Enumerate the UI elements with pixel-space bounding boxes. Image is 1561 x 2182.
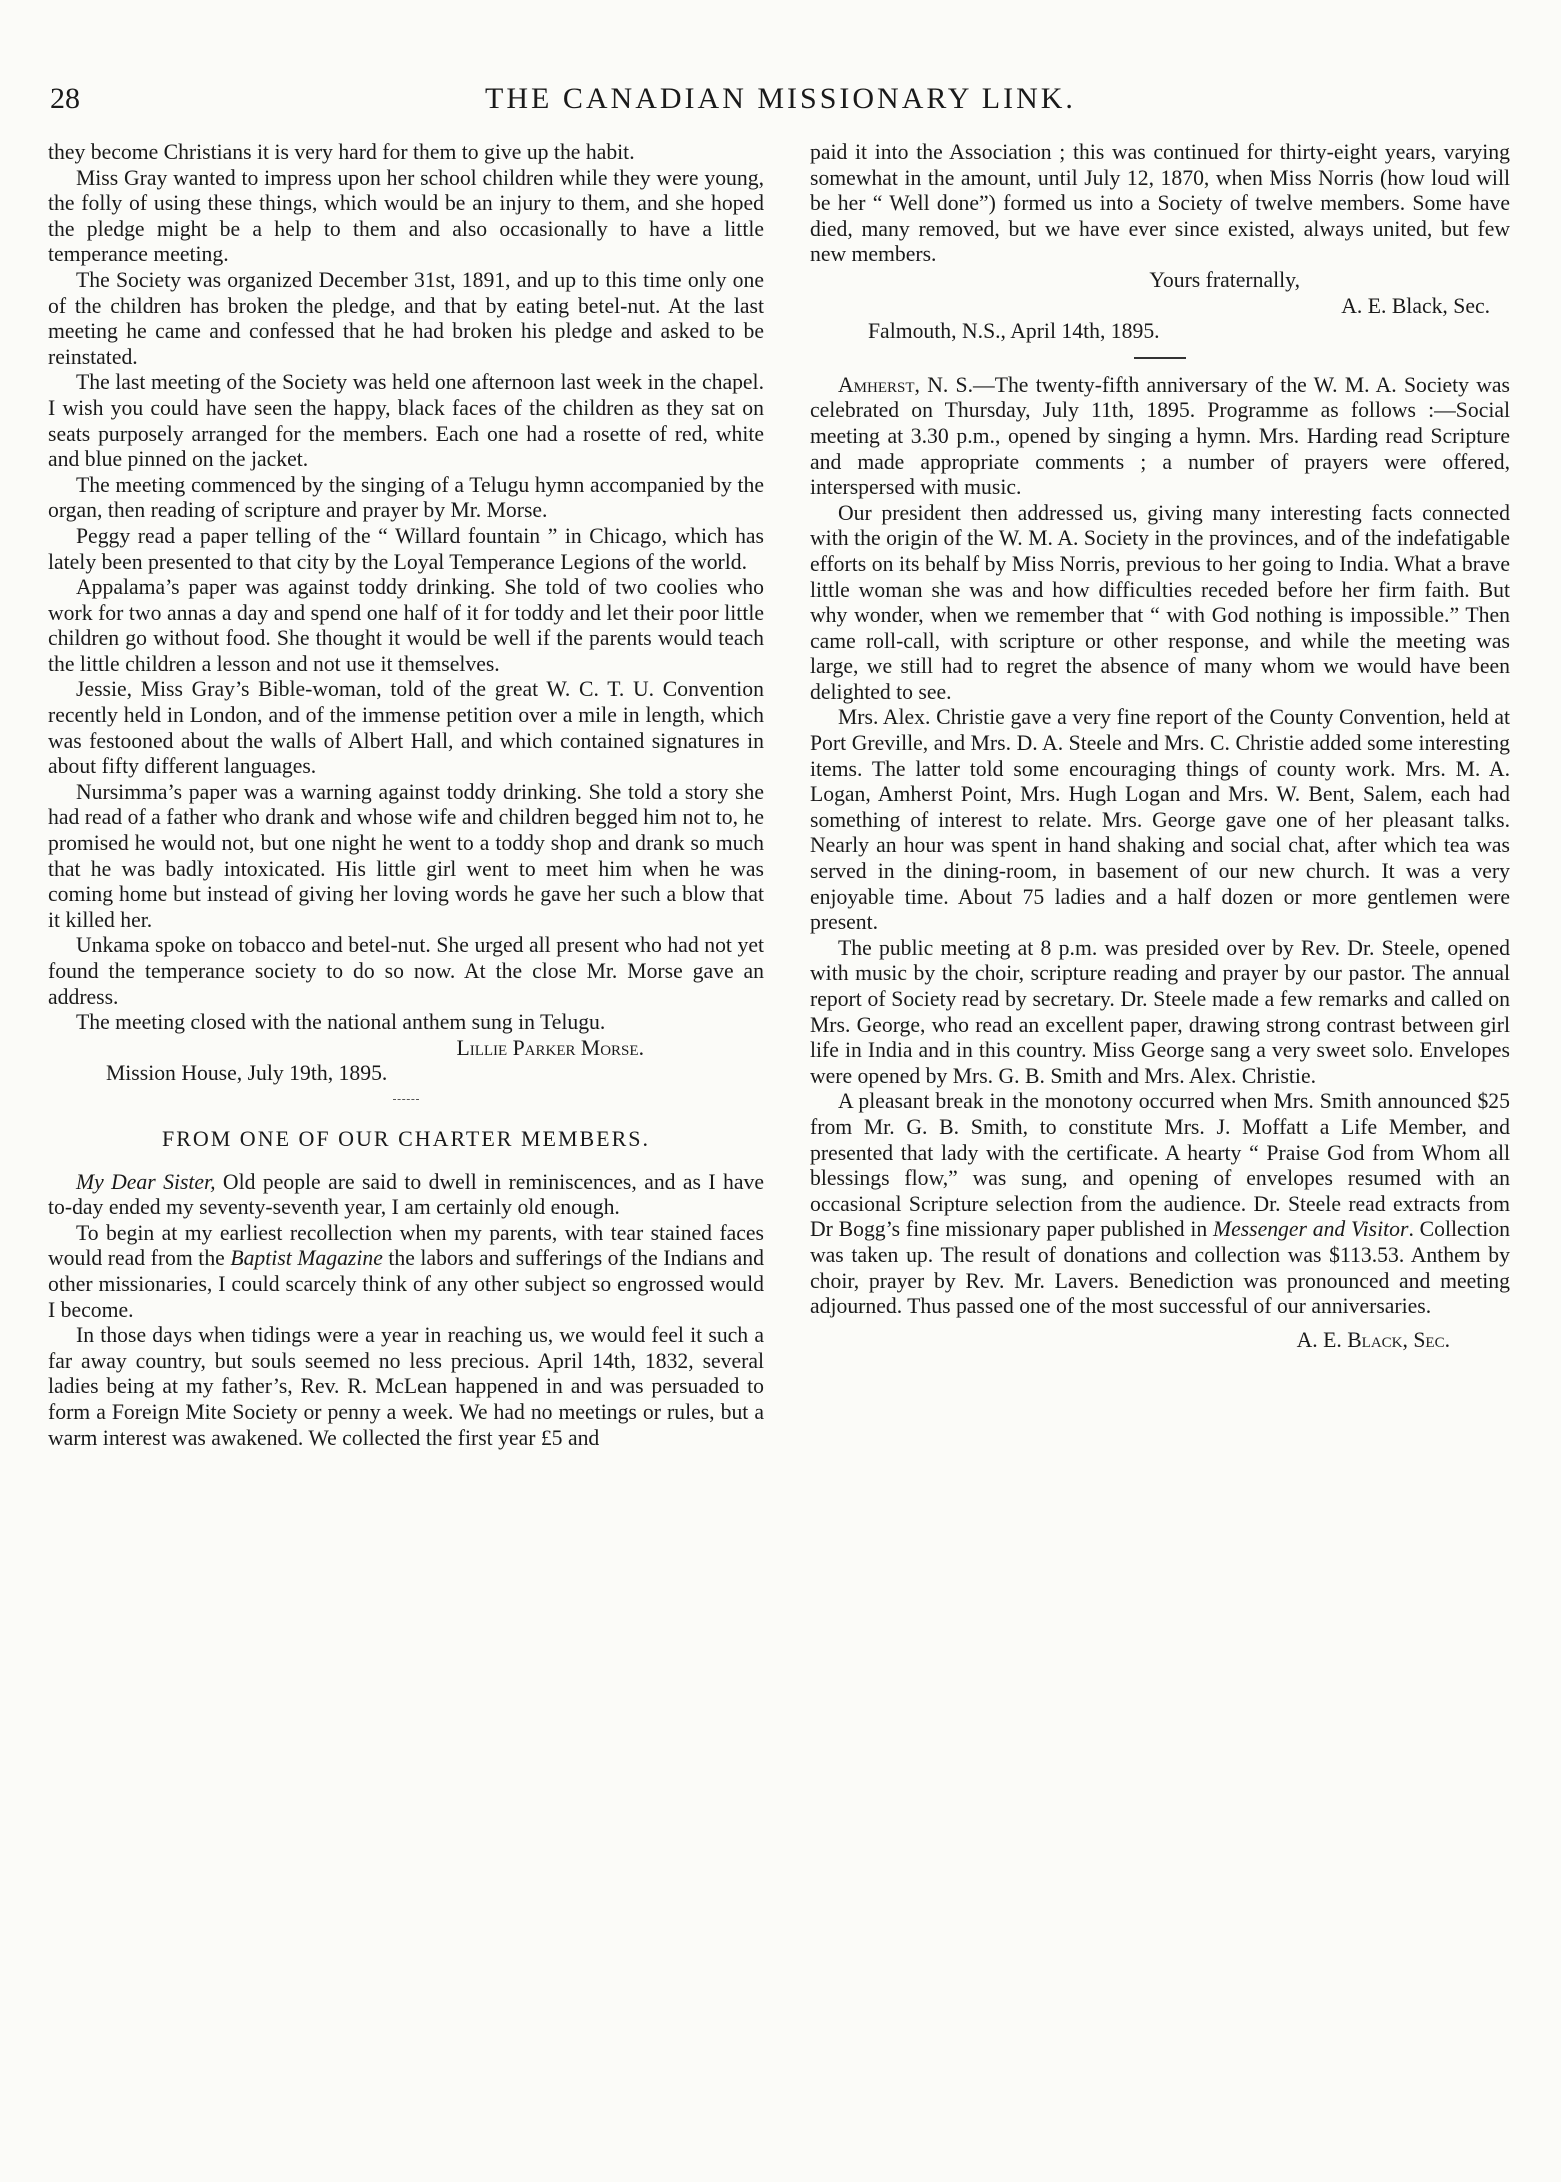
right-column xyxy=(810,140,1510,1353)
report-paragraph: Mrs. Alex. Christie gave a very fine report of the County Convention, held at Port Greville, and Mrs. D. A. Steele and Mrs. C. Christie added some interesting items. The latter told some encouraging things of county work. Mrs. M. A. Logan, Amherst Point, Mrs. Hugh Logan and Mrs. W. Bent, Salem, each had something of interest to relate. Mrs. George gave one of her pleasant talks. Nearly an hour was spent in hand shaking and social chat, after which tea was served in the dining-room, in basement of our new church. It was a very enjoyable time. About 75 ladies and a half dozen or more gentlemen were present. xyxy=(810,705,1510,935)
signature: Lillie Parker Morse. xyxy=(456,1035,644,1060)
paragraph: The last meeting of the Society was held one afternoon last week in the chapel. I wish you could have seen the happy, black faces of the children as they sat on seats purposely arranged for the members. Each one had a rosette of red, white and blue pinned on the jacket. xyxy=(48,370,764,472)
letter-paragraph: In those days when tidings were a year in reaching us, we would feel it such a far away country, but souls seemed no less precious. April 14th, 1832, several ladies being at my father’s, Rev. R. McLean happened in and was persuaded to form a Foreign Mite Society or penny a week. We had no meetings or rules, but a warm interest was awakened. We collected the first year £5 and xyxy=(48,1323,764,1450)
section-heading: FROM ONE OF OUR CHARTER MEMBERS. xyxy=(161,1125,651,1151)
paragraph: Miss Gray wanted to impress upon her school children while they were young, the folly of using these things, which would be an injury to them, and she hoped the pledge might be a help to them and also occasionally to have a little temperance meeting. xyxy=(48,165,764,267)
paragraph: Appalama’s paper was against toddy drinking. She told of two coolies who work for two annas a day and spend one half of it for toddy and let their poor little children go without food. She thought it would be well if the parents would teach the little children a lesson and not use it themselves. xyxy=(48,575,764,676)
report-paragraph: The public meeting at 8 p.m. was presided over by Rev. Dr. Steele, opened with music by the choir, scripture reading and prayer by our pastor. The annual report of Society read by secretary. Dr. Steele made a few remarks and called on Mrs. George, who read an excellent paper, drawing strong contrast between girl life in India and in this country. Miss George sang a very sweet solo. Envelopes were opened by Mrs. G. B. Smith and Mrs. Alex. Christie. xyxy=(810,935,1510,1088)
salutation: My Dear Sister, xyxy=(76,1169,216,1194)
paragraph: they become Christians it is very hard for them to give up the habit. xyxy=(48,140,635,164)
report-text: A pleasant break in the monotony occurred when Mrs. Smith announced $25 from Mr. G. B. Smith, to constitute Mrs. J. Moffatt a Life Member, and presented that lady with the certificate. A hearty “ Praise God from Whom all blessings flow,” was sung, and opening of envelopes resumed with an occasional Scripture selection from the audience. Dr. Steele read extracts from Dr Bogg’s fine missionary paper published in xyxy=(810,1089,1510,1242)
paragraph: The meeting commenced by the singing of a Telugu hymn accompanied by the organ, then reading of scripture and prayer by Mr. Morse. xyxy=(48,472,764,523)
signature: A. E. Black, Sec. xyxy=(1296,1327,1450,1352)
report-place: Amherst xyxy=(838,372,915,397)
report-text: . Collection was taken up. The result of donations and collection was $113.53. Anthem by choir, prayer by Rev. Mr. Lavers. Benediction was pronounced and meeting adjourned. Thus passed one of the most successful of our anniversaries. xyxy=(810,1217,1511,1319)
signature: A. E. Black, Sec. xyxy=(1341,293,1490,318)
letter-paragraph: paid it into the Association ; this was continued for thirty-eight years, varying somewhat in the amount, until July 12, 1870, when Miss Norris (how loud will be her “ Well done”) formed us into a Society of twelve members. Some have died, many removed, but we have ever since existed, always united, but few new members. xyxy=(810,140,1510,267)
paragraph: The meeting closed with the national anthem sung in Telugu. xyxy=(76,1010,606,1035)
paragraph: The Society was organized December 31st, 1891, and up to this time only one of the children has broken the pledge, and that by eating betel-nut. At the last meeting he came and confessed that he had broken his pledge and asked to be reinstated. xyxy=(48,267,764,369)
report-paragraph xyxy=(810,1089,1510,1319)
publication-title: Baptist Magazine xyxy=(230,1246,383,1271)
left-column xyxy=(48,140,764,1451)
place-date: Mission House, July 19th, 1895. xyxy=(106,1061,388,1086)
place-date: Falmouth, N.S., April 14th, 1895. xyxy=(868,319,1160,344)
paragraph: Peggy read a paper telling of the “ Willard fountain ” in Chicago, which has lately been presented to that city by the Loyal Temperance Legions of the world. xyxy=(48,523,764,574)
letter-opening: Old people are said to dwell in reminiscences, and as I have to-day ended my seventy-seventh year, I am certainly old enough. xyxy=(48,1169,764,1220)
letter-closing: Yours fraternally, xyxy=(1149,267,1300,292)
report-paragraph xyxy=(810,373,1510,501)
letter-text: To begin at my earliest recollection when my parents, with tear stained faces would read from the xyxy=(48,1220,764,1271)
running-head: THE CANADIAN MISSIONARY LINK. xyxy=(485,82,1076,115)
divider xyxy=(1134,357,1186,359)
paragraph: Unkama spoke on tobacco and betel-nut. She urged all present who had not yet found the temperance society to do so now. At the close Mr. Morse gave an address. xyxy=(48,933,764,1009)
report-paragraph: Our president then addressed us, giving many interesting facts connected with the origin of the W. M. A. Society in the provinces, and of the indefatigable efforts on its behalf by Miss Norris, previous to her going to India. What a brave little woman she was and how difficulties receded before her firm faith. But why wonder, when we remember that “ with God nothing is impossible.” Then came roll-call, with scripture or other response, and while the meeting was large, we still had to regret the absence of many whom we would have been delighted to see. xyxy=(810,500,1510,704)
letter-paragraph xyxy=(48,1170,764,1221)
report-text: , N. S.—The twenty-fifth anniversary of the W. M. A. Society was celebrated on Thursday, July 11th, 1895. Programme as follows :—Social meeting at 3.30 p.m., opened by singing a hymn. Mrs. Harding read Scripture and made appropriate comments ; a number of prayers were offered, interspersed with music. xyxy=(810,372,1510,500)
paragraph: Jessie, Miss Gray’s Bible-woman, told of the great W. C. T. U. Convention recently held in London, and of the immense petition over a mile in length, which was festooned about the walls of Albert Hall, and which contained signatures in about fifty different languages. xyxy=(48,677,764,779)
page-number: 28 xyxy=(50,82,80,115)
divider xyxy=(393,1099,419,1100)
paragraph: Nursimma’s paper was a warning against toddy drinking. She told a story she had read of a father who drank and whose wife and children begged him not to, he promised he would not, but one night he went to a toddy shop and drank so much that he was badly intoxicated. His little girl went to meet him when he was coming home but instead of giving her loving words he gave her such a blow that it killed her. xyxy=(48,779,764,932)
letter-text: the labors and sufferings of the Indians and other missionaries, I could scarcely think of any other subject so engrossed would I become. xyxy=(48,1246,764,1322)
letter-paragraph xyxy=(48,1221,764,1323)
publication-title: Messenger and Visitor xyxy=(1213,1217,1409,1242)
